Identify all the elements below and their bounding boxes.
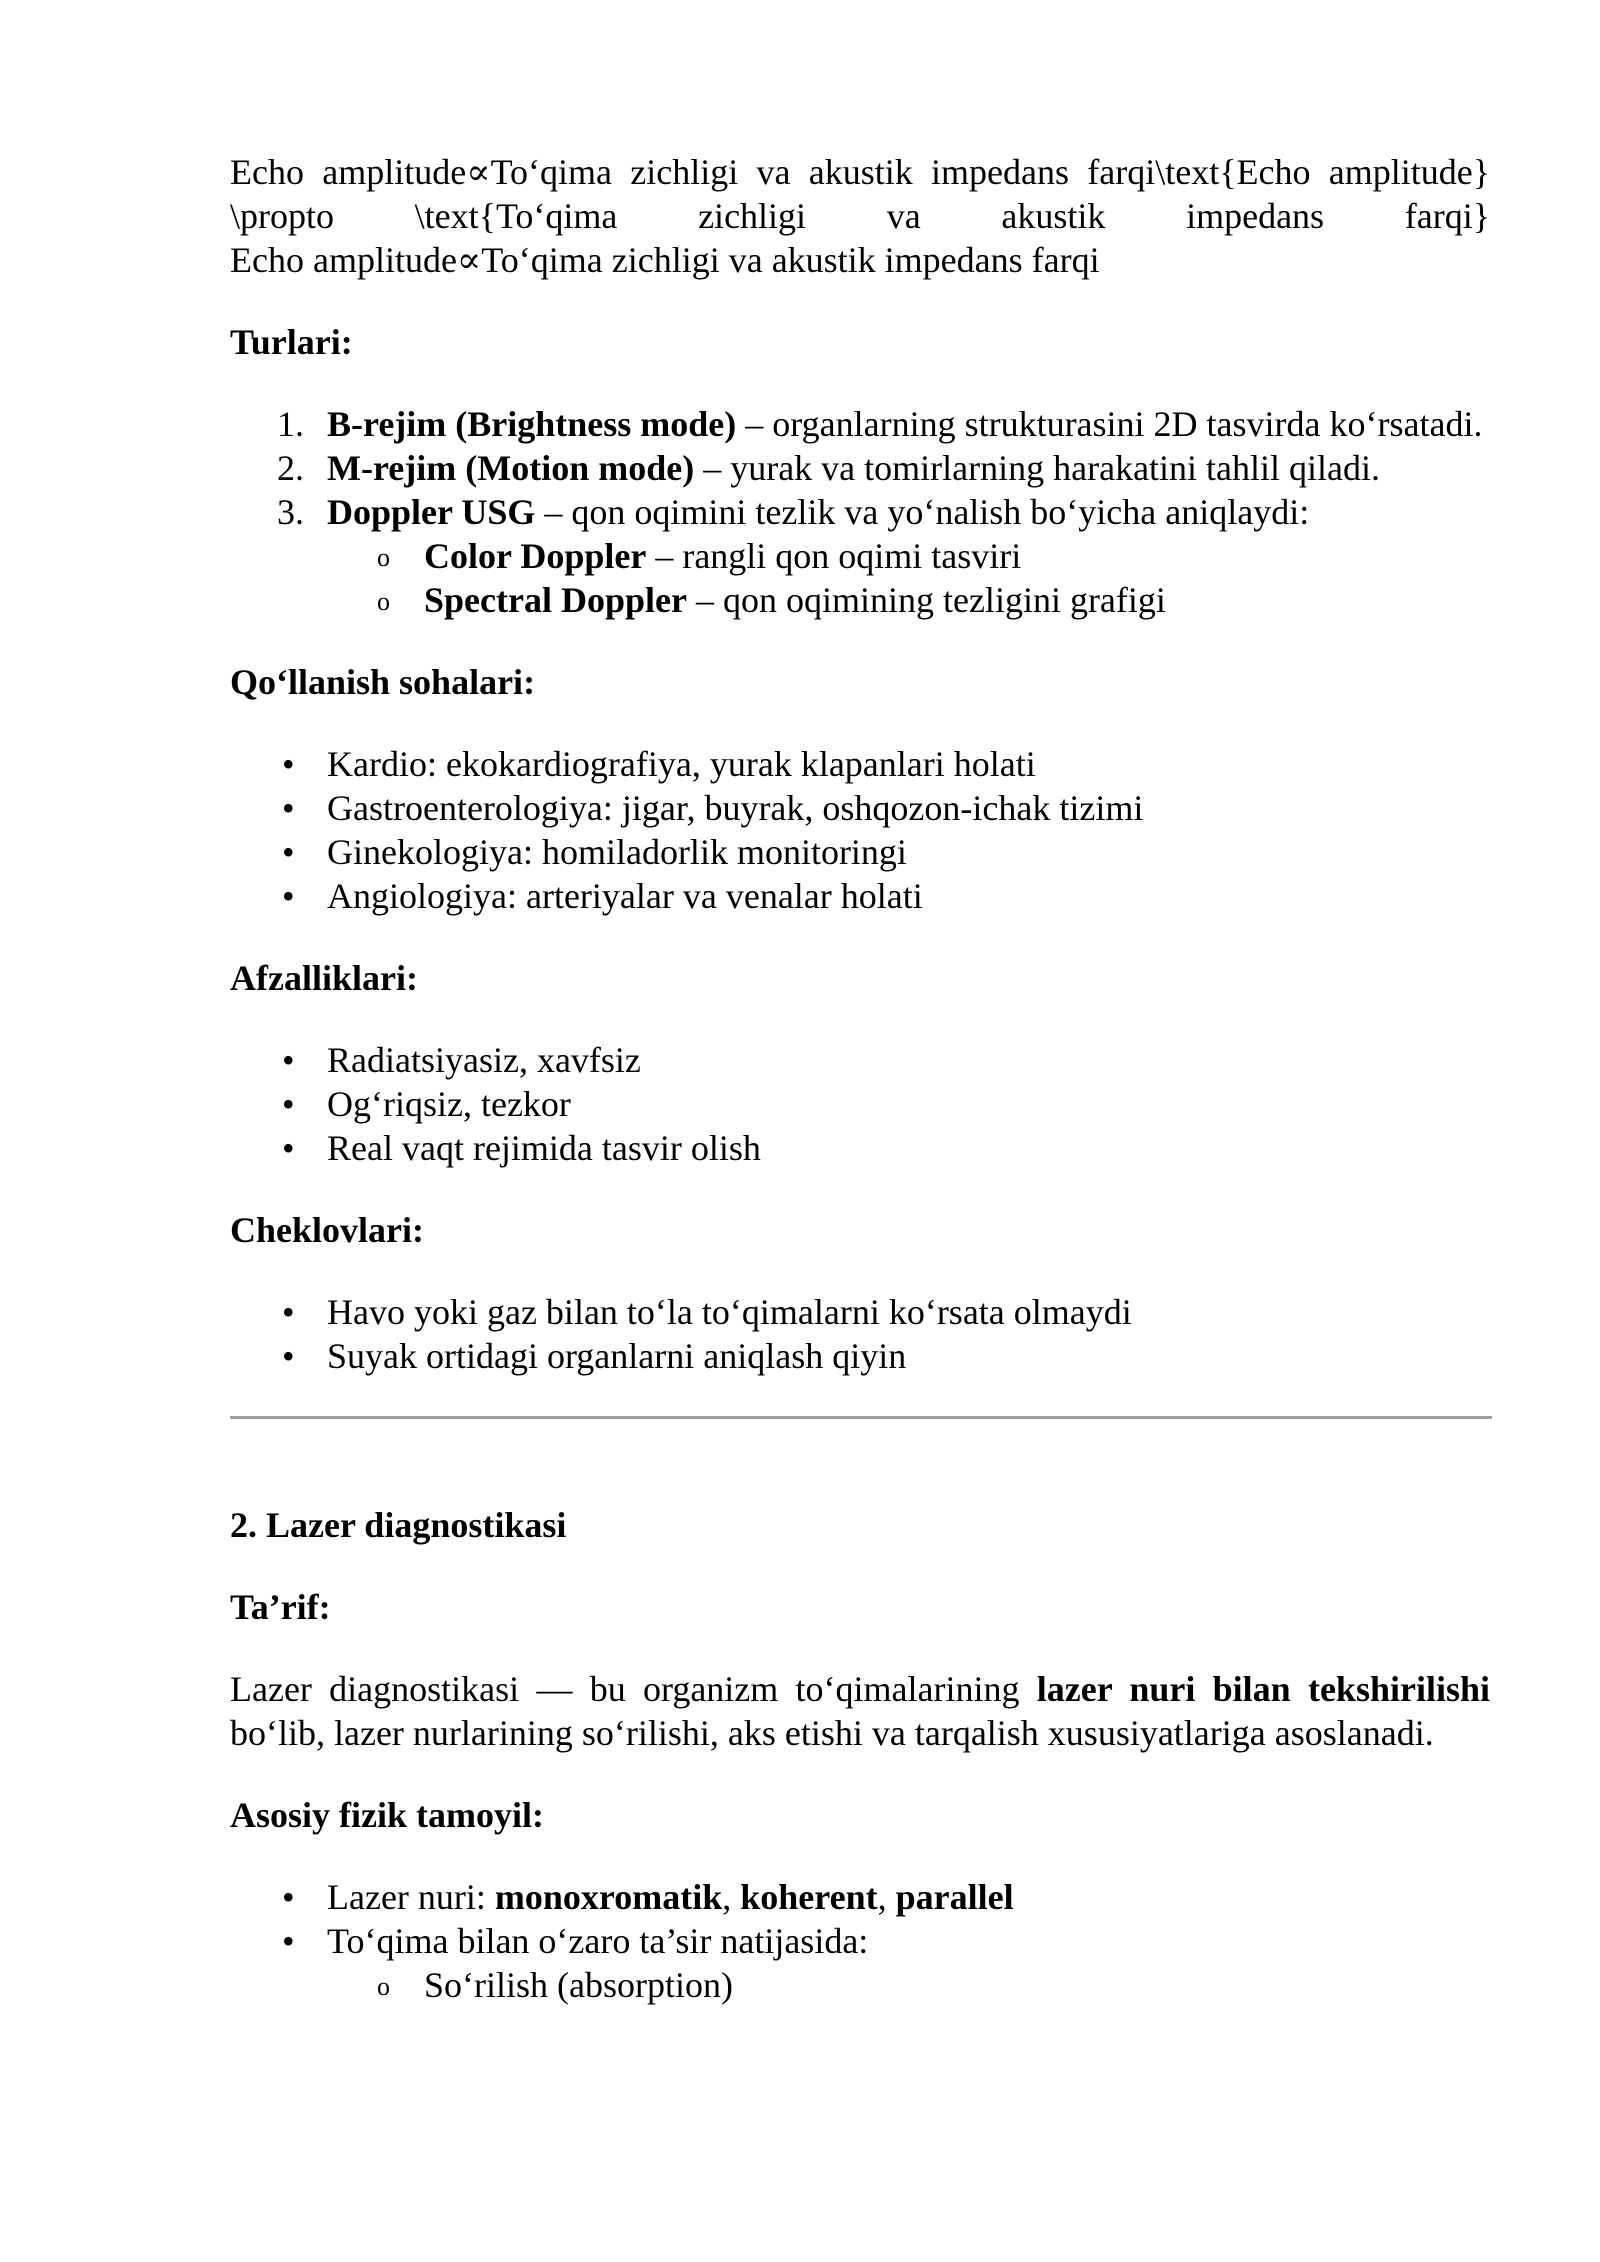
list-desc: – organlarning strukturasini 2D tasvirda ko‘rsatadi. [736, 404, 1483, 444]
heading-sohalari: Qo‘llanish sohalari: [230, 662, 536, 702]
bullet-icon: • [282, 744, 295, 784]
tarif-text: bo‘lib, lazer nurlarining so‘rilishi, aks etishi va tarqalish xususiyatlariga asoslanadi. [230, 1713, 1434, 1753]
formula-line-3: Echo amplitude∝To‘qima zichligi va akustik impedans farqi [230, 240, 1100, 280]
list-item [230, 742, 1490, 786]
tarif-text: Lazer diagnostikasi — bu organizm to‘qimalarining [230, 1669, 1037, 1709]
list-number: 2. [277, 448, 304, 488]
afzalliklari-list [230, 1038, 1490, 1170]
bullet-icon: • [282, 832, 295, 872]
list-number: 1. [277, 404, 304, 444]
list-text: Real vaqt rejimida tasvir olish [327, 1128, 761, 1168]
list-text: Ginekologiya: homiladorlik monitoringi [327, 832, 907, 872]
list-item [230, 1038, 1490, 1082]
turlari-list [230, 402, 1490, 622]
list-sep: , [877, 1877, 896, 1917]
list-term: M-rejim (Motion mode) [327, 448, 695, 488]
list-term: Doppler USG [327, 492, 536, 532]
list-bold: parallel [895, 1877, 1014, 1917]
bullet-icon: • [282, 876, 295, 916]
sublist-item [230, 578, 1490, 622]
doppler-sublist [327, 534, 1490, 622]
list-text: Suyak ortidagi organlarni aniqlash qiyin [327, 1336, 907, 1376]
heading-afzalliklari: Afzalliklari: [230, 958, 418, 998]
list-text: Kardio: ekokardiografiya, yurak klapanlari holati [327, 744, 1036, 784]
list-number: 3. [277, 492, 304, 532]
sublist-desc: – qon oqimining tezligini grafigi [686, 580, 1166, 620]
list-item [230, 1126, 1490, 1170]
bullet-icon: • [282, 1877, 295, 1917]
bullet-icon: • [282, 1292, 295, 1332]
sublist-item [230, 1963, 1490, 2007]
list-bold: monoxromatik [494, 1877, 723, 1917]
heading-tarif: Ta’rif: [230, 1587, 331, 1627]
bullet-icon: • [282, 1336, 295, 1376]
section-title-lazer: 2. Lazer diagnostikasi [230, 1505, 567, 1545]
tarif-bold: lazer nuri bilan tekshirilishi [1036, 1669, 1490, 1709]
list-item [230, 1082, 1490, 1126]
list-item [230, 1334, 1490, 1378]
cheklovlari-list [230, 1290, 1490, 1378]
list-item [230, 402, 1490, 446]
circle-bullet-icon: o [377, 543, 390, 572]
sohalari-list [230, 742, 1490, 918]
horizontal-rule [230, 1416, 1492, 1419]
bullet-icon: • [282, 1921, 295, 1961]
list-item [230, 490, 1490, 622]
list-item [230, 1290, 1490, 1334]
bullet-icon: • [282, 1128, 295, 1168]
list-text: Lazer nuri: [327, 1877, 495, 1917]
formula-line-2: \propto \text{To‘qima zichligi va akustik impedans farqi} [230, 196, 1490, 236]
list-item [230, 786, 1490, 830]
list-item [230, 1875, 1490, 1919]
list-bold: koherent [740, 1877, 878, 1917]
list-item [230, 1919, 1490, 2007]
circle-bullet-icon: o [377, 587, 390, 616]
circle-bullet-icon: o [377, 1972, 390, 2001]
tarif-paragraph [230, 1667, 1490, 1755]
list-text: Radiatsiyasiz, xavfsiz [327, 1040, 641, 1080]
list-sep: , [722, 1877, 741, 1917]
heading-cheklovlari: Cheklovlari: [230, 1210, 424, 1250]
bullet-icon: • [282, 788, 295, 828]
list-term: B-rejim (Brightness mode) [327, 404, 737, 444]
tamoyil-sublist [327, 1963, 1490, 2007]
list-text: Angiologiya: arteriyalar va venalar holati [327, 876, 923, 916]
list-text: To‘qima bilan o‘zaro ta’sir natijasida: [327, 1921, 869, 1961]
list-item [230, 830, 1490, 874]
heading-tamoyil: Asosiy fizik tamoyil: [230, 1795, 544, 1835]
list-item [230, 874, 1490, 918]
bullet-icon: • [282, 1040, 295, 1080]
sublist-desc: – rangli qon oqimi tasviri [646, 536, 1022, 576]
list-desc: – yurak va tomirlarning harakatini tahlil qiladi. [694, 448, 1381, 488]
sublist-text: So‘rilish (absorption) [424, 1965, 733, 2005]
list-text: Gastroenterologiya: jigar, buyrak, oshqozon-ichak tizimi [327, 788, 1144, 828]
tamoyil-list [230, 1875, 1490, 2007]
formula-line-1: Echo amplitude∝To‘qima zichligi va akustik impedans farqi\text{Echo amplitude} [230, 152, 1490, 192]
document-content [230, 150, 1490, 2007]
list-text: Havo yoki gaz bilan to‘la to‘qimalarni ko‘rsata olmaydi [327, 1292, 1132, 1332]
sublist-term: Spectral Doppler [424, 580, 687, 620]
list-item [230, 446, 1490, 490]
sublist-item [230, 534, 1490, 578]
list-desc: – qon oqimini tezlik va yo‘nalish bo‘yicha aniqlaydi: [535, 492, 1310, 532]
heading-turlari: Turlari: [230, 322, 353, 362]
sublist-term: Color Doppler [424, 536, 647, 576]
bullet-icon: • [282, 1084, 295, 1124]
list-text: Og‘riqsiz, tezkor [327, 1084, 571, 1124]
